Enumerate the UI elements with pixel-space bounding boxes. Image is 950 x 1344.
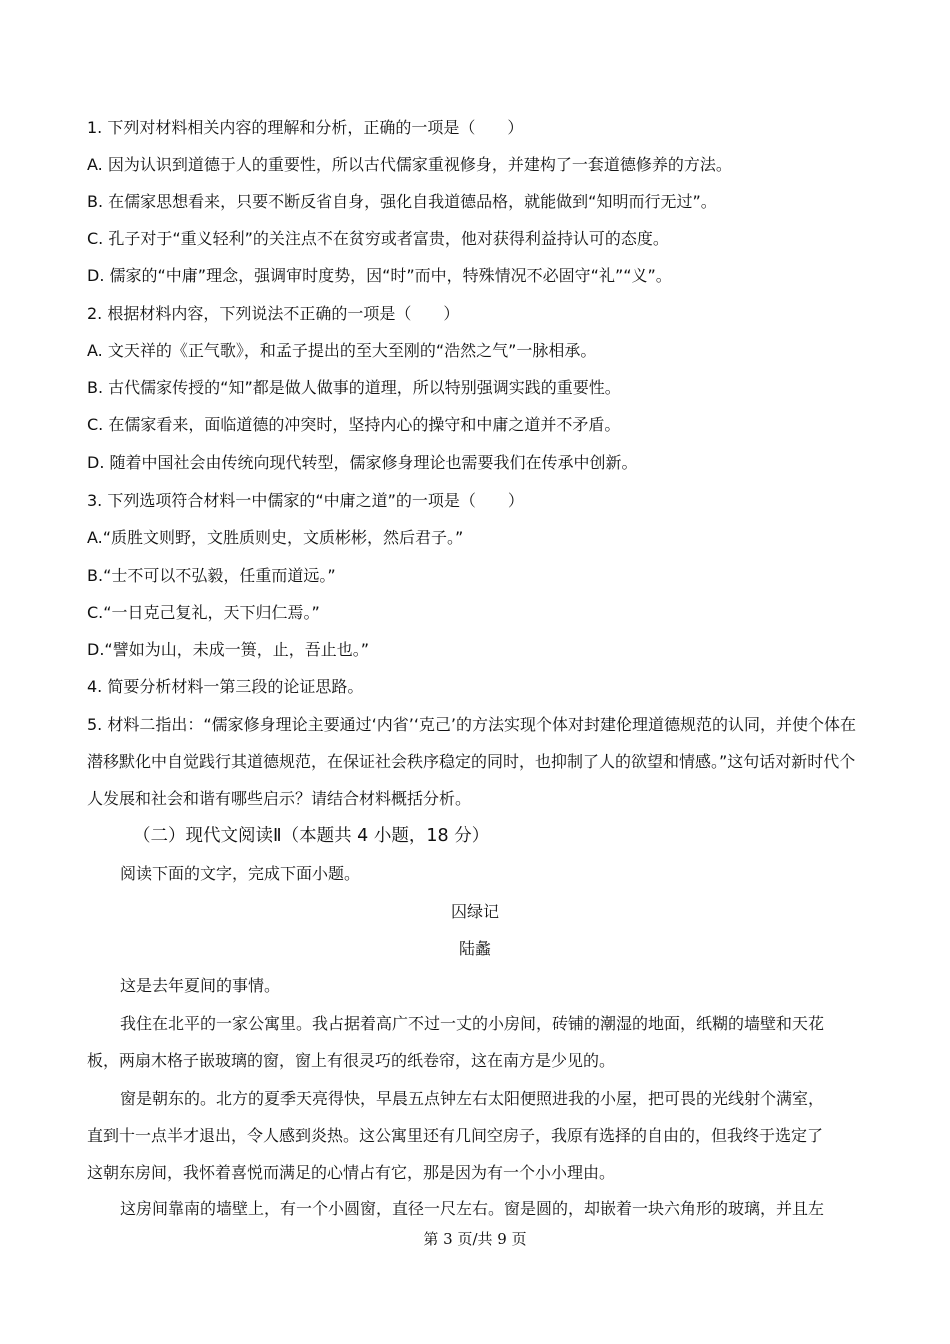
question-3-option-c: C.“一日克己复礼，天下归仁焉。” [87, 603, 320, 622]
article-title: 囚绿记 [450, 902, 499, 921]
question-2-option-a: A. 文天祥的《正气歌》，和孟子提出的至大至刚的“浩然之气”一脉相承。 [87, 341, 597, 360]
question-2-option-d: D. 随着中国社会由传统向现代转型，儒家修身理论也需要我们在传承中创新。 [87, 453, 638, 472]
page-footer: 第 3 页/共 9 页 [423, 1230, 527, 1248]
question-1-option-c: C. 孔子对于“重义轻利”的关注点不在贫穷或者富贵，他对获得利益持认可的态度。 [87, 229, 669, 248]
question-3-stem: 3. 下列选项符合材料一中儒家的“中庸之道”的一项是（ ） [87, 491, 524, 510]
paragraph-3-line-1: 窗是朝东的。北方的夏季天亮得快，早晨五点钟左右太阳便照进我的小屋，把可畏的光线射个满室， [120, 1089, 825, 1108]
paragraph-4-line-1: 这房间靠南的墙壁上，有一个小圆窗，直径一尺左右。窗是圆的，却嵌着一块六角形的玻璃，并且左 [120, 1199, 825, 1218]
question-3-option-d: D.“譬如为山，未成一篑，止，吾止也。” [87, 640, 369, 659]
paragraph-2-line-1: 我住在北平的一家公寓里。我占据着高广不过一丈的小房间，砖铺的潮湿的地面，纸糊的墙壁和天花 [120, 1014, 825, 1033]
question-1-stem: 1. 下列对材料相关内容的理解和分析，正确的一项是（ ） [87, 118, 524, 137]
paragraph-2-line-2: 板，两扇木格子嵌玻璃的窗，窗上有很灵巧的纸卷帘，这在南方是少见的。 [87, 1051, 616, 1070]
question-1-option-b: B. 在儒家思想看来，只要不断反省自身，强化自我道德品格，就能做到“知明而行无过”。 [87, 192, 717, 211]
question-2-option-b: B. 古代儒家传授的“知”都是做人做事的道理，所以特别强调实践的重要性。 [87, 378, 621, 397]
question-3-option-b: B.“士不可以不弘毅，任重而道远。” [87, 566, 336, 585]
question-3-option-a: A.“质胜文则野，文胜质则史，文质彬彬，然后君子。” [87, 528, 464, 547]
question-1-option-d: D. 儒家的“中庸”理念，强调审时度势，因“时”而中，特殊情况不必固守“礼”“义”。 [87, 266, 672, 285]
question-5: 5. 材料二指出：“儒家修身理论主要通过‘内省’‘克己’的方法实现个体对封建伦理道德规范的认同，并使个体在潜移默化中自觉践行其道德规范，在保证社会秩序稳定的同时，也抑制了人的欲望和情感。”这句话对新时代个人发展和社会和谐有哪些启示？请结合材料概括分析。 [87, 715, 856, 808]
question-2-option-c: C. 在儒家看来，面临道德的冲突时，坚持内心的操守和中庸之道并不矛盾。 [87, 415, 621, 434]
paragraph-3-line-3: 这朝东房间，我怀着喜悦而满足的心情占有它，那是因为有一个小小理由。 [87, 1163, 616, 1182]
section-heading: （二）现代文阅读Ⅱ（本题共 4 小题，18 分） [133, 826, 490, 846]
paragraph-3-line-2: 直到十一点半才退出，令人感到炎热。这公寓里还有几间空房子，我原有选择的自由的，但我终于选定了 [87, 1126, 824, 1145]
article-author: 陆蠡 [458, 939, 491, 958]
question-4: 4. 简要分析材料一第三段的论证思路。 [87, 677, 364, 696]
question-2-stem: 2. 根据材料内容，下列说法不正确的一项是（ ） [87, 304, 460, 323]
paragraph-1: 这是去年夏间的事情。 [120, 976, 281, 995]
section-instruction: 阅读下面的文字，完成下面小题。 [120, 864, 361, 883]
question-1-option-a: A. 因为认识到道德于人的重要性，所以古代儒家重视修身，并建构了一套道德修养的方法。 [87, 155, 732, 174]
